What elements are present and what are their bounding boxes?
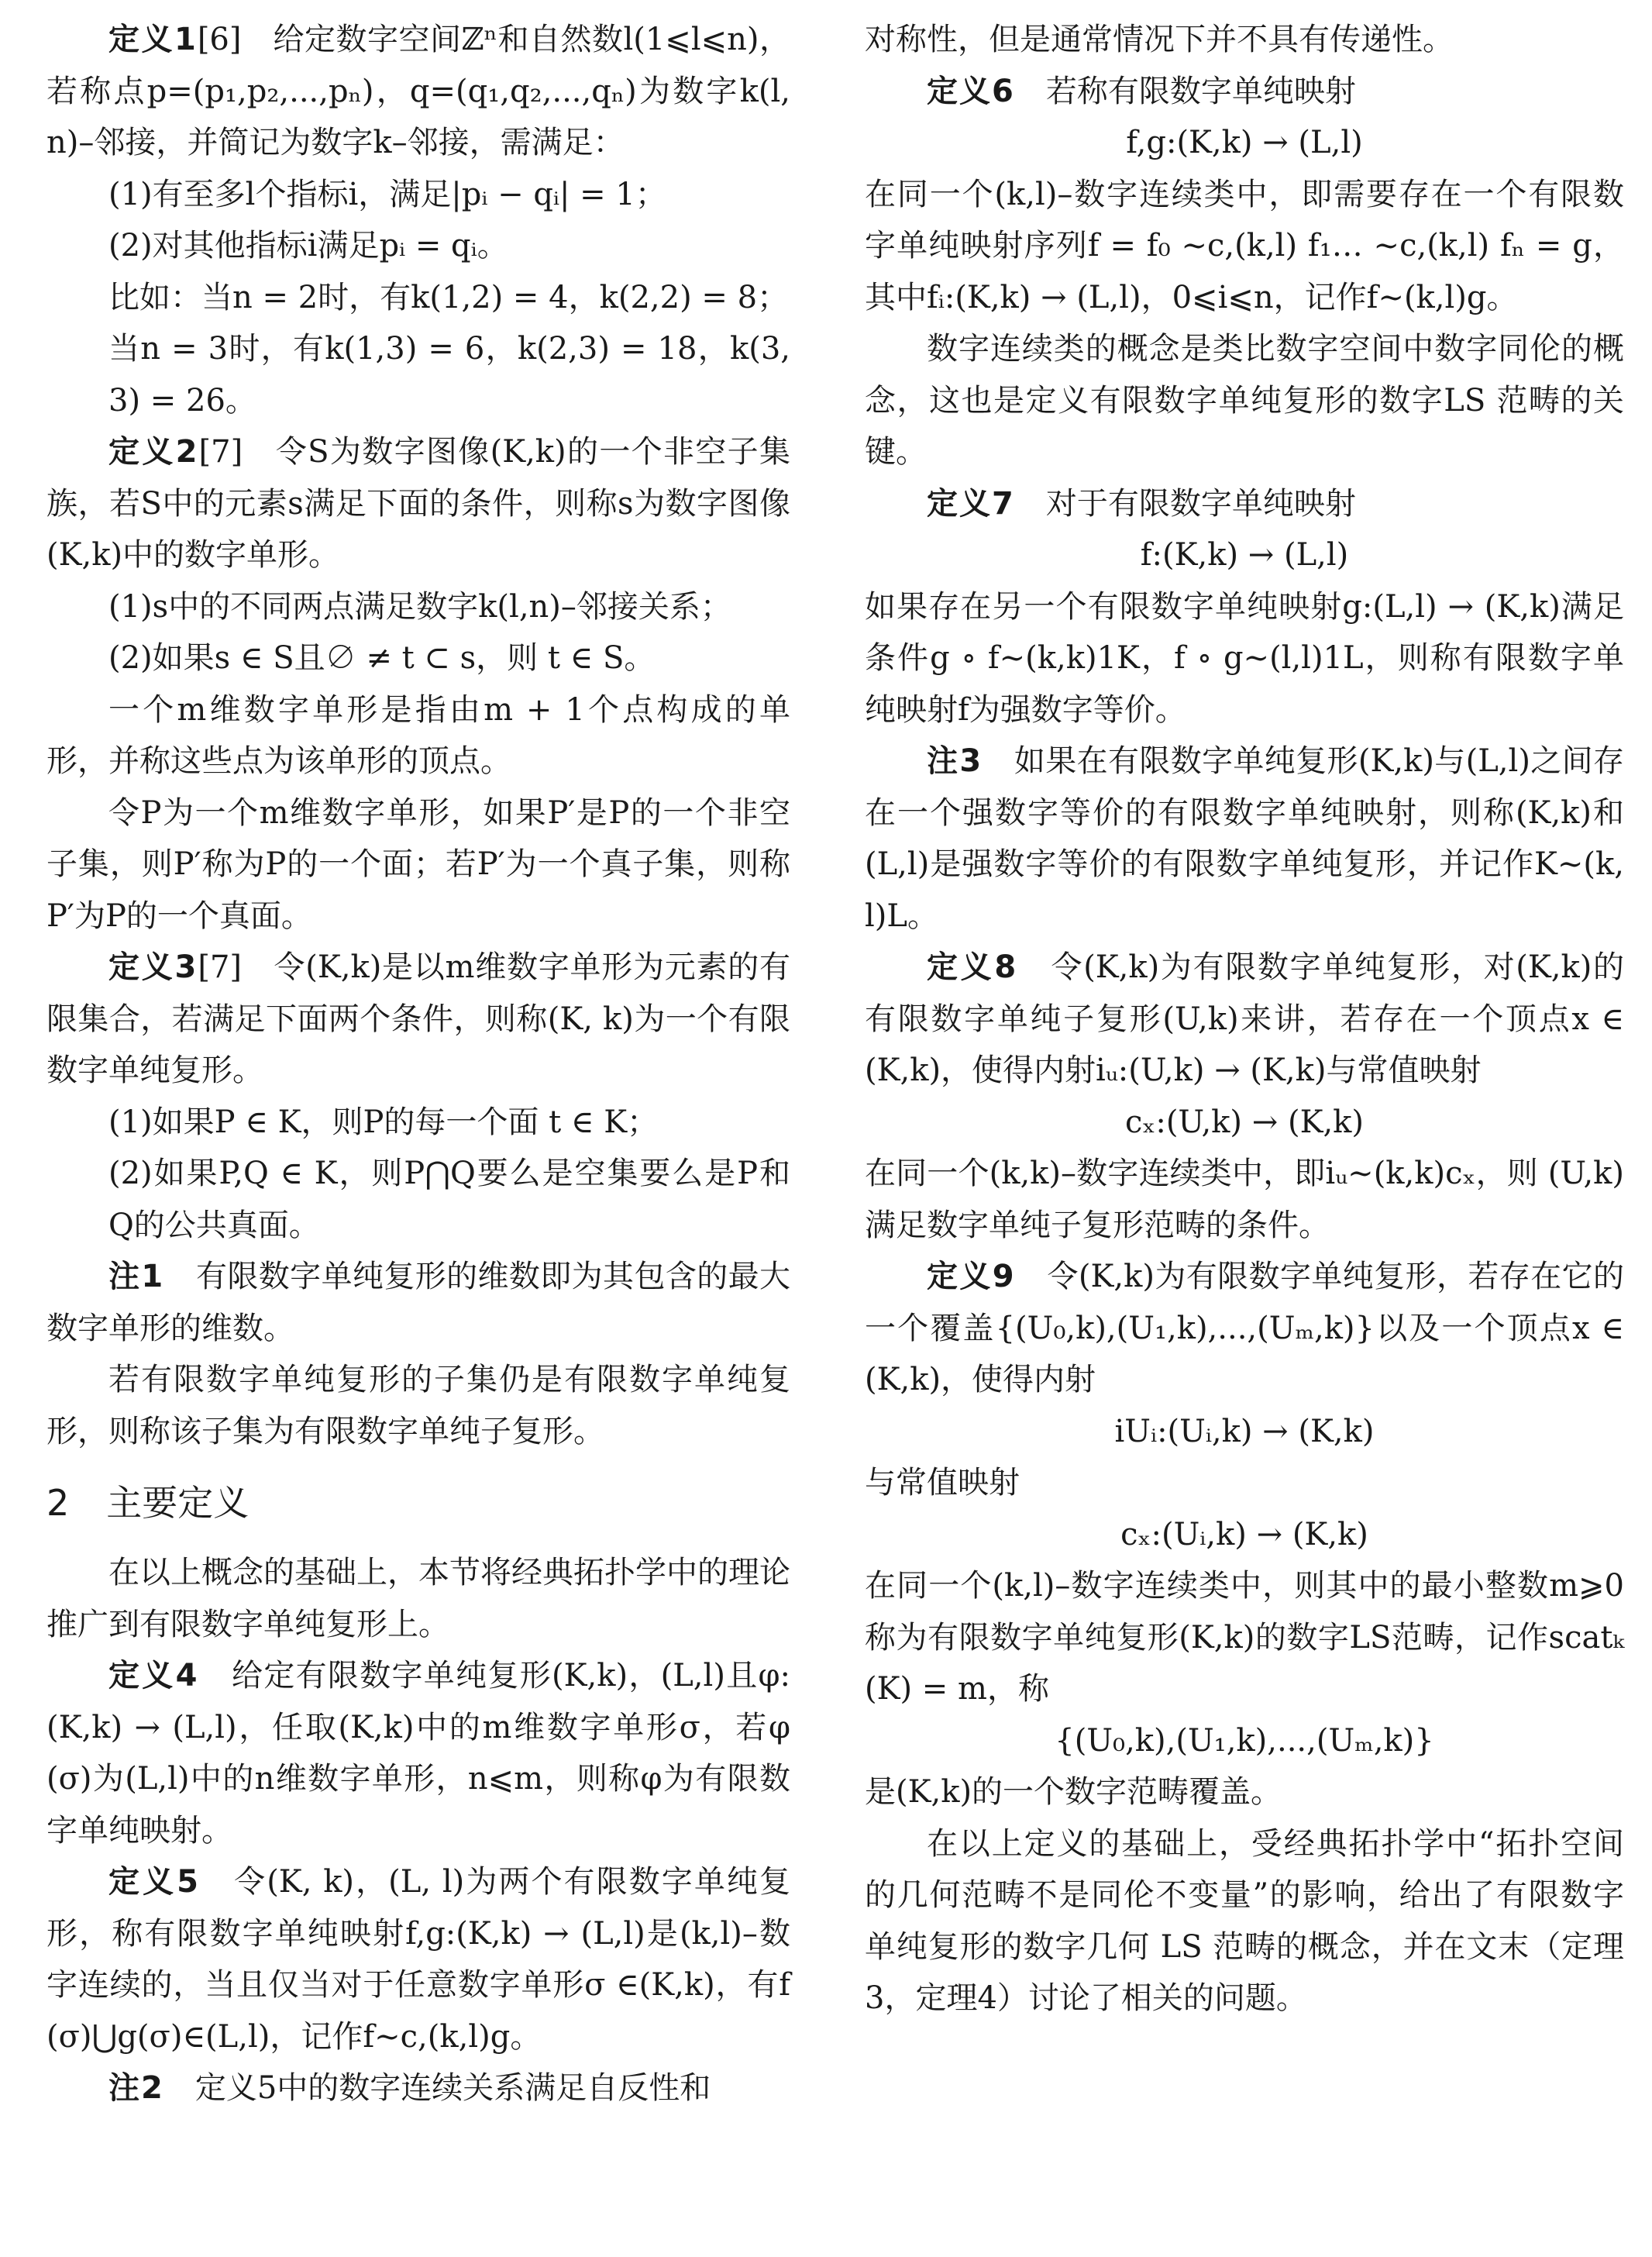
left-paragraph	[46, 632, 790, 684]
left-paragraph	[46, 14, 790, 169]
definition-label: 定义8	[927, 949, 1018, 985]
paragraph-text: 在以上概念的基础上，本节将经典拓扑学中的理论推广到有限数字单纯复形上。	[46, 1555, 790, 1642]
right-paragraph	[865, 1766, 1624, 1818]
paragraph-text: 在以上定义的基础上，受经典拓扑学中“拓扑空间的几何范畴不是同伦不变量”的影响，给出了有限数字单纯复形的数字几何 LS 范畴的概念，并在文末（定理3，定理4）讨论了相关的问题。	[865, 1825, 1624, 2016]
paragraph-text: 比如：当n = 2时，有k(1,2) = 4，k(2,2) = 8；	[108, 279, 789, 315]
right-paragraph	[865, 1148, 1624, 1251]
paragraph-text: 与常值映射	[865, 1465, 1020, 1501]
paragraph-text: (1)s中的不同两点满足数字k(l,n)–邻接关系；	[108, 588, 731, 625]
left-paragraph	[46, 787, 790, 942]
paragraph-text: 在同一个(k,l)–数字连续类中，则其中的最小整数m⩾0称为有限数字单纯复形(K,k)的数字LS范畴，记作scatₖ(K) = m，称	[865, 1568, 1624, 1707]
right-paragraph	[865, 1251, 1624, 1406]
paragraph-text: 如果存在另一个有限数字单纯映射g:(L,l) → (K,k)满足条件g ∘ f∼(k,k)1K，f ∘ g∼(l,l)1L，则称有限数字单纯映射f为强数字等价。	[865, 588, 1624, 728]
left-paragraph	[46, 1097, 790, 1149]
paragraph-text: (2)如果P,Q ∈ K，则P⋂Q要么是空集要么是P和 Q的公共真面。	[108, 1156, 790, 1243]
right-paragraph	[865, 1509, 1624, 1561]
left-column	[46, 14, 790, 2114]
right-paragraph	[865, 1715, 1624, 1767]
left-paragraph	[46, 272, 790, 324]
definition-label: 定义3	[108, 949, 198, 985]
right-paragraph	[865, 942, 1624, 1097]
definition-label: 定义2	[108, 434, 199, 470]
paragraph-text: 若称有限数字单纯映射	[1014, 73, 1356, 109]
left-paragraph	[46, 323, 790, 426]
paragraph-text: 是(K,k)的一个数字范畴覆盖。	[865, 1774, 1282, 1810]
paragraph-text: 对于有限数字单纯映射	[1014, 485, 1356, 522]
right-paragraph	[865, 1818, 1624, 2024]
paragraph-text: cₓ:(U,k) → (K,k)	[1124, 1104, 1365, 1140]
paragraph-text: 若有限数字单纯复形的子集仍是有限数字单纯复形，则称该子集为有限数字单纯子复形。	[46, 1362, 790, 1449]
definition-label: 注1	[108, 1259, 165, 1294]
paragraph-text: 令(K, k)，(L, l)为两个有限数字单纯复形，称有限数字单纯映射f,g:(K,k) → (L,l)是(k,l)–数字连续的，当且仅当对于任意数字单形σ ∈(K,k)，有f(σ)⋃g(σ)∈(L,l)，记作f∼c,(k,l)g。	[46, 1864, 790, 2055]
paragraph-text: [6] 给定数字空间ℤⁿ和自然数l(1⩽l⩽n)，若称点p=(p₁,p₂,...,pₙ)，q=(q₁,q₂,...,qₙ)为数字k(l,n)–邻接，并简记为数字k–邻接，需满足：	[46, 22, 790, 160]
right-column	[865, 14, 1624, 2024]
right-paragraph	[865, 117, 1624, 169]
right-paragraph	[865, 323, 1624, 478]
paragraph-text: [7] 令S为数字图像(K,k)的一个非空子集族，若S中的元素s满足下面的条件，则称s为数字图像(K,k)中的数字单形。	[46, 434, 790, 573]
left-paragraph	[46, 1354, 790, 1457]
definition-label: 注2	[108, 2070, 164, 2106]
right-paragraph	[865, 736, 1624, 942]
left-paragraph	[46, 942, 790, 1097]
definition-label: 定义5	[108, 1864, 200, 1900]
paragraph-text: (2)如果s ∈ S且∅ ≠ t ⊂ s，则 t ∈ S。	[108, 640, 656, 676]
definition-label: 定义9	[927, 1259, 1016, 1294]
left-paragraph	[46, 1650, 790, 1856]
right-paragraph	[865, 169, 1624, 324]
paragraph-text: (1)如果P ∈ K，则P的每一个面 t ∈ K；	[108, 1104, 659, 1140]
paragraph-text: 给定有限数字单纯复形(K,k)，(L,l)且φ:(K,k) → (L,l)，任取(K,k)中的m维数字单形σ，若φ(σ)为(L,l)中的n维数字单形，n⩽m，则称φ为有限数字单纯映射。	[46, 1658, 790, 1849]
paragraph-text: f,g:(K,k) → (L,l)	[1126, 125, 1363, 160]
paragraph-text: 数字连续类的概念是类比数字空间中数字同伦的概念，这也是定义有限数字单纯复形的数字LS 范畴的关键。	[865, 331, 1624, 470]
paragraph-text: f:(K,k) → (L,l)	[1140, 537, 1349, 573]
left-paragraph	[46, 220, 790, 272]
right-paragraph	[865, 1560, 1624, 1715]
paragraph-text: (1)有至多l个指标i，满足|pᵢ − qᵢ| = 1；	[108, 176, 666, 212]
left-paragraph	[46, 1148, 790, 1251]
paragraph-text: 令P为一个m维数字单形，如果P′是P的一个非空子集，则P′称为P的一个面；若P′为一个真子集，则称P′为P的一个真面。	[46, 794, 790, 934]
right-paragraph	[865, 14, 1624, 66]
paragraph-text: 在同一个(k,k)–数字连续类中，即iᵤ∼(k,k)cₓ，则 (U,k)满足数字单纯子复形范畴的条件。	[865, 1156, 1624, 1243]
paragraph-text: 如果在有限数字单纯复形(K,k)与(L,l)之间存在一个强数字等价的有限数字单纯映射，则称(K,k)和(L,l)是强数字等价的有限数字单纯复形，并记作K∼(k,l)L。	[865, 743, 1624, 934]
section-heading	[46, 1476, 790, 1530]
paragraph-text: 令(K,k)为有限数字单纯复形，对(K,k)的有限数字单纯子复形(U,k)来讲，若存在一个顶点x ∈(K,k)，使得内射iᵤ:(U,k) → (K,k)与常值映射	[865, 949, 1625, 1088]
definition-label: 定义1	[108, 22, 198, 57]
left-paragraph	[46, 2062, 790, 2114]
right-paragraph	[865, 581, 1624, 736]
paragraph-text: 对称性，但是通常情况下并不具有传递性。	[865, 22, 1454, 57]
paragraph-text: [7] 令(K,k)是以m维数字单形为元素的有限集合，若满足下面两个条件，则称(K, k)为一个有限数字单纯复形。	[46, 949, 790, 1088]
definition-label: 定义4	[108, 1658, 199, 1694]
paragraph-text: 一个m维数字单形是指由m + 1个点构成的单形，并称这些点为该单形的顶点。	[46, 691, 790, 779]
definition-label: 定义7	[927, 485, 1015, 522]
right-paragraph	[865, 1457, 1624, 1509]
right-paragraph	[865, 1406, 1624, 1458]
paragraph-text: 当n = 3时，有k(1,3) = 6，k(2,3) = 18，k(3,3) = 26。	[108, 331, 790, 419]
right-paragraph	[865, 529, 1624, 581]
right-paragraph	[865, 66, 1624, 118]
paragraph-text: cₓ:(Uᵢ,k) → (K,k)	[1120, 1516, 1368, 1552]
left-paragraph	[46, 169, 790, 221]
definition-label: 定义6	[927, 73, 1015, 109]
right-paragraph	[865, 478, 1624, 530]
paragraph-text: iUᵢ:(Uᵢ,k) → (K,k)	[1114, 1413, 1375, 1449]
left-paragraph	[46, 1856, 790, 2062]
right-paragraph	[865, 1097, 1624, 1149]
definition-label: 注3	[927, 743, 983, 779]
paragraph-text: 在同一个(k,l)–数字连续类中，即需要存在一个有限数字单纯映射序列f = f₀ ∼c,(k,l) f₁… ∼c,(k,l) fₙ = g，其中fᵢ:(K,k) → (L,l)，0⩽i⩽n，记作f∼(k,l)g。	[865, 176, 1624, 315]
paragraph-text: (2)对其他指标i满足pᵢ = qᵢ。	[108, 228, 508, 264]
paragraph-text: 定义5中的数字连续关系满足自反性和	[163, 2070, 711, 2106]
left-paragraph	[46, 1251, 790, 1354]
paragraph-text: 令(K,k)为有限数字单纯复形，若存在它的一个覆盖{(U₀,k),(U₁,k),...,(Uₘ,k)}以及一个顶点x ∈(K,k)，使得内射	[865, 1259, 1625, 1397]
left-paragraph	[46, 1547, 790, 1650]
section-title: 主要定义	[106, 1482, 250, 1524]
paragraph-text: {(U₀,k),(U₁,k),...,(Uₘ,k)}	[1055, 1722, 1434, 1759]
paragraph-text: 有限数字单纯复形的维数即为其包含的最大数字单形的维数。	[46, 1259, 791, 1346]
left-paragraph	[46, 684, 790, 787]
left-paragraph	[46, 426, 790, 581]
left-paragraph	[46, 581, 790, 633]
section-number: 2	[46, 1482, 70, 1524]
